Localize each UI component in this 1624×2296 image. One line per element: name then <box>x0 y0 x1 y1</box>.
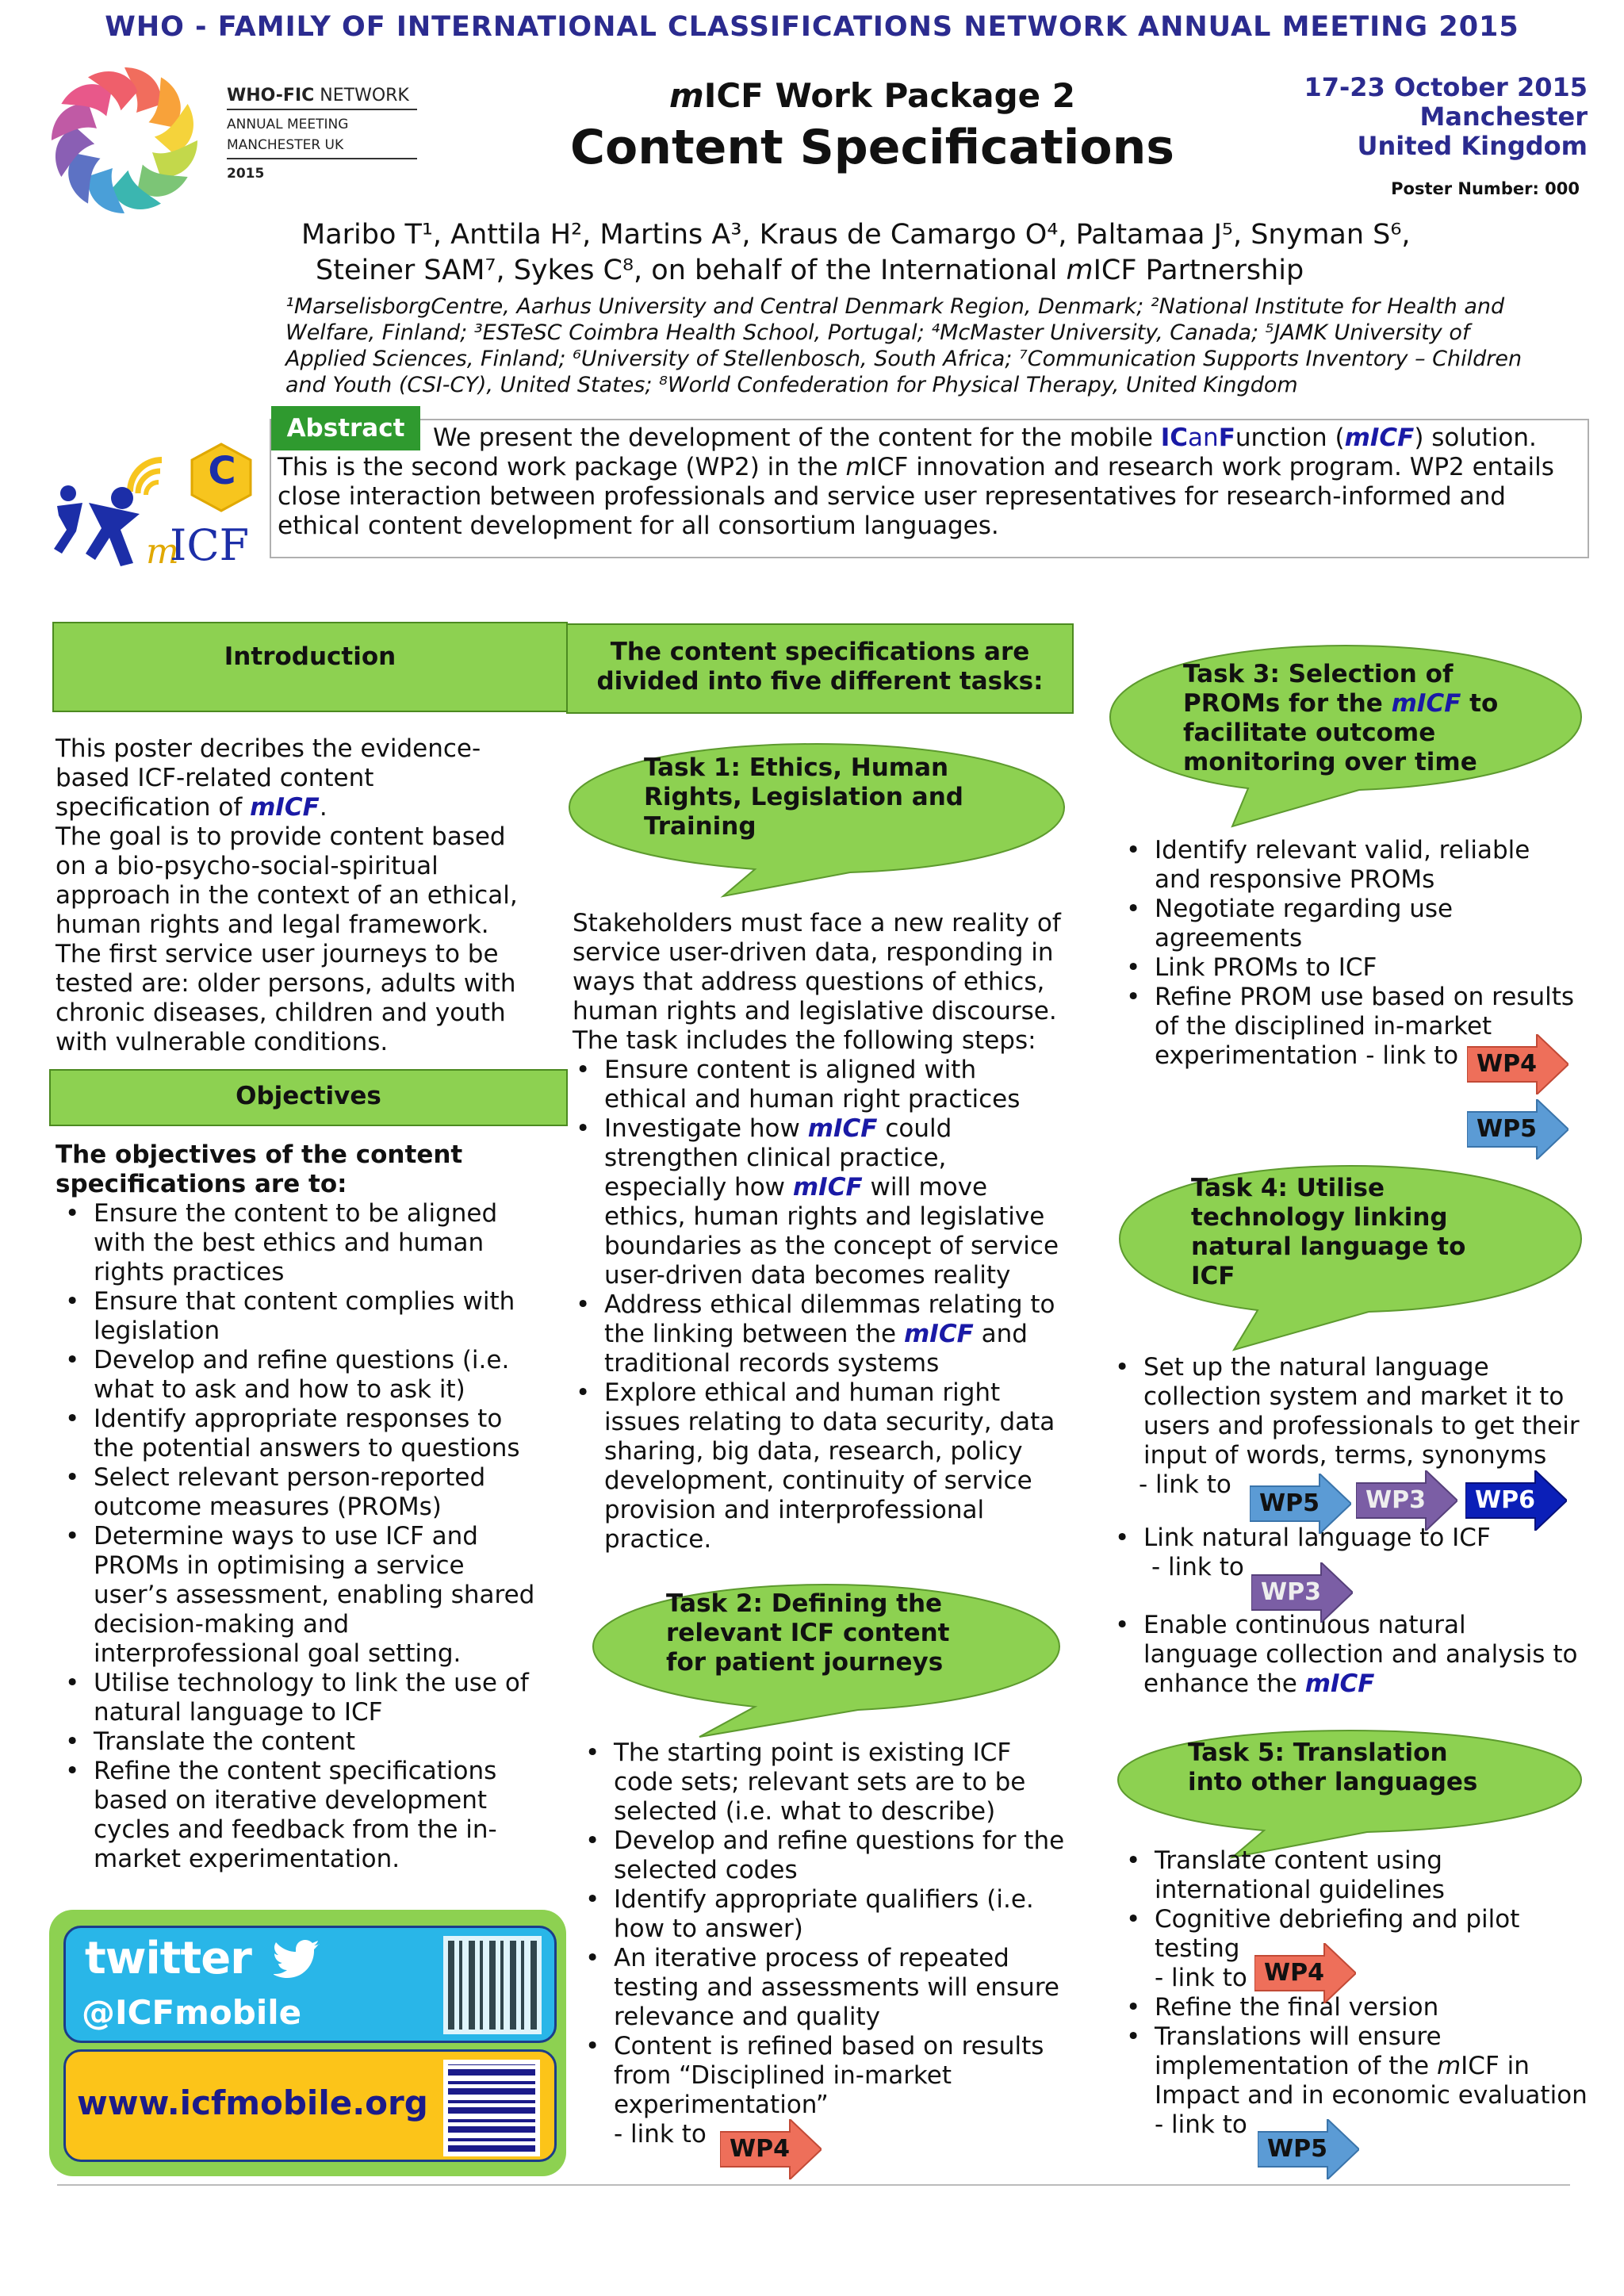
wp4-label: WP4 <box>730 2135 790 2163</box>
affiliation-line: Welfare, Finland; ³ESTeSC Coimbra Health School, Portugal; ⁴McMaster University, Canada; ⁵JAMK University of <box>285 320 1470 345</box>
list-item: • Enable continuous natural language collection and analysis to enhance the mICF <box>1143 1611 1594 1699</box>
task2-link: - link to <box>614 2120 707 2148</box>
abstract-micf: mICF <box>1344 424 1415 452</box>
list-item: • Content is refined based on results from “Disciplined in-market experimentation” <box>614 2032 1082 2120</box>
authors <box>301 217 1411 289</box>
introduction-header <box>52 622 568 712</box>
task2-list <box>582 1738 1082 2120</box>
intro-line: specification of <box>56 793 251 822</box>
intro-line: approach in the context of an ethical, <box>56 881 518 910</box>
title-line1: ICF Work Package 2 <box>703 76 1076 115</box>
network-line2: ANNUAL MEETING <box>227 117 349 132</box>
intro-line: The first service user journeys to be <box>56 940 499 968</box>
task4-list <box>1110 1353 1594 1470</box>
intro-line: based ICF-related content <box>56 764 374 792</box>
network-line3: MANCHESTER UK <box>227 137 417 159</box>
list-item: • Refine the content specifications based on iterative development cycles and feedback from the in- market experimentation. <box>94 1757 571 1874</box>
twitter-panel[interactable] <box>63 1926 557 2043</box>
list-item: • Cognitive debriefing and pilot testing <box>1155 1905 1597 1964</box>
twitter-qr-code-icon <box>443 1936 542 2034</box>
task5-bubble: Task 5: Translation into other languages <box>1113 1726 1586 1837</box>
wp5-arrow[interactable] <box>1250 1474 1351 1534</box>
task4-title: Task 4: Utilise <box>1191 1174 1385 1202</box>
tasks-header <box>566 623 1074 714</box>
abstract-an: an <box>1188 424 1219 452</box>
footer-divider <box>57 2184 1570 2186</box>
abstract-text <box>278 424 1586 541</box>
abstract-l2a: This is the second work package (WP2) in the <box>278 453 846 481</box>
list-item: • Develop and refine questions (i.e. what to ask and how to ask it) <box>94 1346 571 1405</box>
wp5-arrow[interactable] <box>1467 1099 1568 1159</box>
network-name-rest: NETWORK <box>314 86 409 105</box>
intro-line: with vulnerable conditions. <box>56 1028 389 1056</box>
list-item: • Ensure the content to be aligned with the best ethics and human rights practices <box>94 1199 571 1287</box>
abstract-l2b: ICF innovation and research work program. WP2 entails <box>869 453 1554 481</box>
network-label <box>227 86 417 182</box>
list-item: • Ensure content is aligned with ethical and human right practices <box>604 1056 1072 1114</box>
task1-bubble: Task 1: Ethics, Human Rights, Legislation and Training <box>565 738 1069 880</box>
poster-title <box>476 76 1269 175</box>
wp5-label: WP5 <box>1267 2135 1327 2163</box>
introduction-heading: Introduction <box>224 642 396 671</box>
task1-text: Stakeholders must face a new reality of service user-driven data, responding in ways that address questions of ethics, human rights and legislative discourse. The task includes the following steps: • Ensure content is aligned with ethical and human right practices • Investigate how mICF could strengthen clinical practice, especially how mICF will move ethics, human rights and legislative boundaries as the concept of service user-driven data becomes reality • Address ethical dilemmas relating to the linking between the mICF and traditional records systems • Explore ethical and human right issues relating to data security, data sharing, big data, research, policy development, continuity of service provision and interprofessional practice. <box>573 909 1072 1554</box>
website-link[interactable]: www.icfmobile.org <box>77 2083 428 2122</box>
list-item: • Negotiate regarding use agreements <box>1155 895 1591 953</box>
affiliation-line: ¹MarselisborgCentre, Aarhus University and Central Denmark Region, Denmark; ²National Institute for Health and <box>285 294 1505 319</box>
micf-logo <box>51 420 265 579</box>
authors-line1: Maribo T¹, Anttila H², Martins A³, Kraus de Camargo O⁴, Paltamaa J⁵, Snyman S⁶, <box>301 219 1411 251</box>
wp4-label: WP4 <box>1264 1959 1324 1987</box>
wp4-arrow[interactable] <box>1254 1943 1356 2003</box>
event-city: Manchester <box>1419 102 1588 132</box>
tasks-header-l2: divided into five different tasks: <box>596 667 1044 696</box>
list-item: • Utilise technology to link the use of natural language to ICF <box>94 1669 571 1727</box>
intro-line: The goal is to provide content based <box>56 822 506 851</box>
affiliation-line: and Youth (CSI-CY), United States; ⁸World Confederation for Physical Therapy, United Kingdom <box>285 373 1298 397</box>
abstract-l1a: We present the development of the content for the mobile <box>433 424 1161 452</box>
network-year: 2015 <box>227 166 265 182</box>
list-item: • Explore ethical and human right issues relating to data security, data sharing, big data, research, policy development, continuity of service provision and interprofessional practice. <box>604 1378 1072 1554</box>
task2-title: Task 2: Defining the <box>666 1589 943 1618</box>
tasks-header-l1: The content specifications are <box>610 638 1030 666</box>
list-item: • Link PROMs to ICF <box>1155 953 1591 983</box>
wp6-arrow[interactable] <box>1465 1470 1567 1531</box>
wp3-arrow[interactable] <box>1356 1470 1457 1531</box>
wp3-label: WP3 <box>1365 1486 1426 1514</box>
intro-line: chronic diseases, children and youth <box>56 999 506 1027</box>
list-item: • Identify relevant valid, reliable and responsive PROMs <box>1155 836 1591 895</box>
list-item: • Translate the content <box>94 1727 571 1757</box>
website-panel[interactable] <box>63 2049 557 2162</box>
logo-m: m <box>146 531 179 572</box>
task2-bubble: Task 2: Defining the relevant ICF content for patient journeys <box>588 1578 1064 1718</box>
task3-bubble: Task 3: Selection of PROMs for the mICF to facilitate outcome monitoring over time <box>1105 639 1586 806</box>
objectives-header <box>49 1069 568 1126</box>
event-dates: 17-23 October 2015 <box>1304 72 1588 102</box>
objectives-text <box>56 1140 571 1874</box>
authors-line2a: Steiner SAM⁷, Sykes C⁸, on behalf of the International <box>316 255 1067 286</box>
title-m: m <box>668 76 704 115</box>
list-item: • Translate content using international guidelines <box>1155 1846 1597 1905</box>
task3-title: Task 3: Selection of <box>1183 660 1454 688</box>
wp5-label: WP5 <box>1259 1489 1320 1517</box>
list-item: • Investigate how mICF could strengthen clinical practice, especially how mICF will move ethics, human rights and legislative boundaries as the concept of service user-driven data becomes reality <box>604 1114 1072 1290</box>
objectives-heading: Objectives <box>236 1082 381 1110</box>
abstract-l2m: m <box>845 453 870 481</box>
authors-line2m: m <box>1066 255 1094 286</box>
wp5-arrow[interactable] <box>1258 2119 1359 2179</box>
abstract-unction: unction ( <box>1235 424 1345 452</box>
wp4-arrow[interactable] <box>1467 1034 1568 1094</box>
list-item: • An iterative process of repeated testing and assessments will ensure relevance and quality <box>614 1944 1082 2032</box>
task5-text <box>1121 1846 1597 2140</box>
title-line2: Content Specifications <box>569 120 1175 175</box>
affiliations <box>285 293 1522 398</box>
task5-list <box>1121 1846 1597 1964</box>
abstract-l4: ethical content development for all consortium languages. <box>278 512 999 540</box>
intro-dot: . <box>319 793 327 822</box>
task4-link-2: - link to <box>1151 1553 1244 1581</box>
wp3-label: WP3 <box>1261 1578 1321 1606</box>
banner: WHO - FAMILY OF INTERNATIONAL CLASSIFICATIONS NETWORK ANNUAL MEETING 2015 <box>105 11 1519 43</box>
abstract-f: F <box>1218 424 1235 452</box>
who-fic-wheel-logo <box>49 65 200 216</box>
list-item: • Set up the natural language collection system and market it to users and professionals to get their input of words, terms, synonyms <box>1143 1353 1594 1470</box>
list-item: • Refine PROM use based on results of the disciplined in-market experimentation - link to <box>1155 983 1591 1071</box>
intro-micf: mICF <box>250 793 320 822</box>
list-item: • Refine the final version <box>1155 1993 1597 2022</box>
task5-title: Task 5: Translation <box>1188 1738 1448 1767</box>
event-info <box>1221 73 1588 161</box>
list-item: • Address ethical dilemmas relating to the linking between the mICF and traditional records systems <box>604 1290 1072 1378</box>
wp3-arrow[interactable] <box>1251 1562 1353 1623</box>
wp4-label: WP4 <box>1477 1050 1537 1078</box>
twitter-bird-icon <box>274 1939 321 1979</box>
website-qr-code-icon <box>443 2060 540 2156</box>
wp5-label: WP5 <box>1477 1115 1537 1143</box>
objectives-lead2: specifications are to: <box>56 1170 347 1198</box>
abstract-label: Abstract <box>271 406 420 450</box>
introduction-text <box>56 734 563 1057</box>
objectives-list <box>56 1199 571 1874</box>
task2-text <box>582 1738 1082 2149</box>
list-item: • Develop and refine questions for the selected codes <box>614 1826 1082 1885</box>
abstract-l3: close interaction between professionals and service user representatives for research-informed and <box>278 482 1506 511</box>
event-country: United Kingdom <box>1357 131 1588 161</box>
network-name-bold: WHO-FIC <box>227 86 315 105</box>
list-item: • Ensure that content complies with legislation <box>94 1287 571 1346</box>
list-item: • Identify appropriate responses to the potential answers to questions <box>94 1405 571 1463</box>
objectives-lead1: The objectives of the content <box>56 1140 463 1169</box>
logo-icf: ICF <box>170 520 250 570</box>
intro-line: This poster decribes the evidence- <box>56 734 481 763</box>
list-item: • Identify appropriate qualifiers (i.e. how to answer) <box>614 1885 1082 1944</box>
intro-line: human rights and legal framework. <box>56 910 489 939</box>
list-item: • Determine ways to use ICF and PROMs in optimising a service user’s assessment, enabling shared decision-making and interprofessional goal setting. <box>94 1522 571 1669</box>
twitter-handle: @ICFmobile <box>82 1993 302 2032</box>
twitter-wordmark: twitter <box>85 1933 251 1984</box>
task5-link-2: - link to <box>1155 2110 1247 2139</box>
list-item: • Select relevant person-reported outcome measures (PROMs) <box>94 1463 571 1522</box>
task4-bubble: Task 4: Utilise technology linking natural language to ICF <box>1115 1159 1586 1326</box>
wp6-label: WP6 <box>1475 1486 1535 1514</box>
task1-title: Task 1: Ethics, Human <box>644 753 949 782</box>
authors-line2b: ICF Partnership <box>1093 255 1304 286</box>
affiliation-line: Applied Sciences, Finland; ⁶University of Stellenbosch, South Africa; ⁷Communication Supports Inventory – Children <box>285 347 1522 371</box>
poster-number: Poster Number: 000 <box>1391 179 1580 198</box>
list-item: • Translations will ensure implementation of the mICF in Impact and in economic evaluation <box>1155 2022 1597 2110</box>
task1-list <box>573 1056 1072 1554</box>
list-item: • Link natural language to ICF <box>1143 1524 1594 1553</box>
abstract-ic: IC <box>1160 424 1189 452</box>
wp4-arrow[interactable] <box>720 2119 822 2179</box>
logo-badge: C <box>208 449 236 493</box>
list-item: • The starting point is existing ICF code sets; relevant sets are to be selected (i.e. what to describe) <box>614 1738 1082 1826</box>
task4-link-1: - link to <box>1139 1470 1231 1499</box>
task5-link-1: - link to <box>1155 1964 1247 1992</box>
abstract-l1b: ) solution. <box>1414 424 1537 452</box>
intro-line: tested are: older persons, adults with <box>56 969 516 998</box>
intro-line: on a bio-psycho-social-spiritual <box>56 852 439 880</box>
